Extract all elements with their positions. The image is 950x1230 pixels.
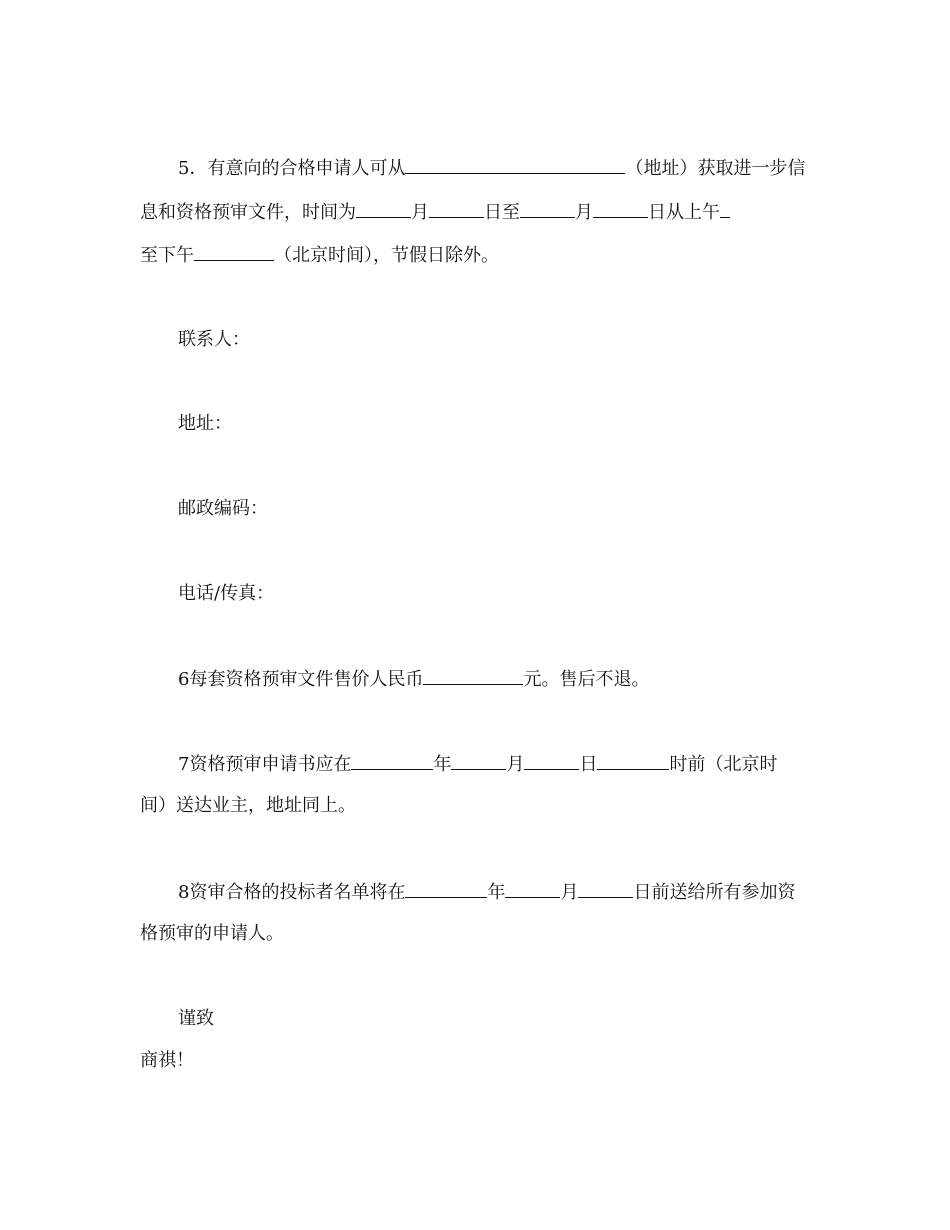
year-blank — [405, 879, 487, 898]
p8-text: 月 — [560, 882, 579, 903]
p8-text: 年 — [487, 882, 506, 903]
p5-text: 5．有意向的合格申请人可从 — [178, 158, 406, 179]
year-blank — [351, 751, 433, 770]
p5-line-3 — [140, 242, 499, 268]
contact-phone: 电话/传真： — [178, 583, 275, 604]
day-blank — [429, 199, 484, 218]
p7-text: 7资格预审申请书应在 — [178, 754, 352, 775]
p7-text: 时前（北京时 — [669, 754, 778, 775]
p5-text: 月 — [575, 202, 593, 223]
p6-text: 6每套资格预审文件售价人民币 — [178, 669, 424, 690]
p7-line-1 — [178, 751, 777, 777]
price-blank — [423, 666, 523, 685]
time-blank — [194, 242, 274, 261]
month-blank — [356, 199, 411, 218]
p6-text: 元。售后不退。 — [523, 669, 650, 690]
day-blank — [593, 199, 648, 218]
p5-text: （地址）获取进一步信 — [625, 158, 806, 179]
contact-postcode: 邮政编码： — [178, 498, 268, 519]
p7-text: 月 — [506, 754, 525, 775]
month-blank — [520, 199, 575, 218]
day-blank — [524, 751, 579, 770]
day-blank — [578, 879, 633, 898]
p7-text: 日 — [579, 754, 598, 775]
p8-text: 日前送给所有参加资 — [633, 882, 796, 903]
p7-text: 年 — [433, 754, 452, 775]
p5-line-2 — [140, 199, 730, 225]
p5-text: 日从上午 — [648, 202, 720, 223]
p7-line-2: 间）送达业主，地址同上。 — [140, 795, 356, 816]
p5-text: 月 — [411, 202, 429, 223]
p5-text: 日至 — [484, 202, 520, 223]
p6-line — [178, 666, 649, 692]
hour-blank — [597, 751, 669, 770]
p5-line-1 — [178, 155, 805, 181]
p5-text: 息和资格预审文件，时间为 — [140, 202, 356, 223]
p8-line-1 — [178, 879, 795, 905]
p5-text: 至下午 — [140, 245, 194, 266]
p8-text: 8资审合格的投标者名单将在 — [178, 882, 406, 903]
contact-person: 联系人： — [178, 329, 250, 350]
time-blank — [720, 199, 730, 218]
month-blank — [505, 879, 560, 898]
p8-line-2: 格预审的申请人。 — [140, 923, 284, 944]
address-blank — [405, 155, 625, 174]
closing-regards: 商祺！ — [140, 1050, 194, 1071]
p5-text: （北京时间），节假日除外。 — [274, 245, 499, 266]
month-blank — [451, 751, 506, 770]
closing-greeting: 谨致 — [178, 1008, 214, 1029]
contact-address: 地址： — [178, 413, 232, 434]
